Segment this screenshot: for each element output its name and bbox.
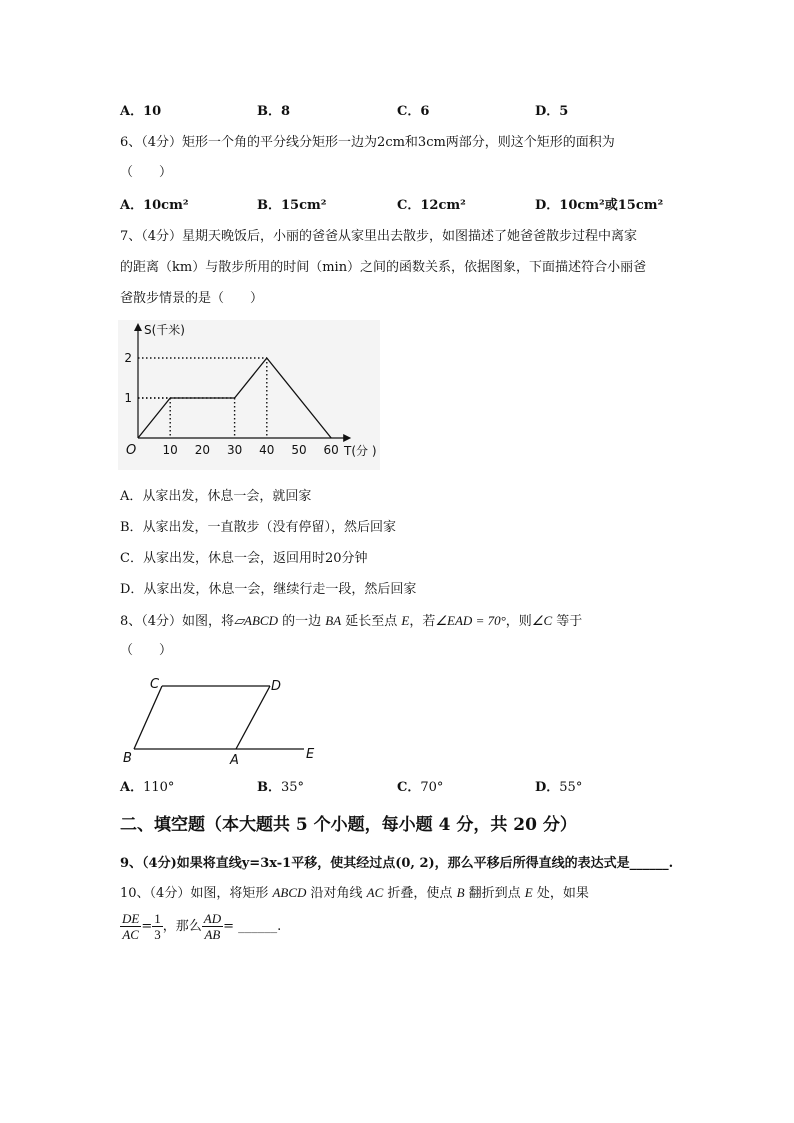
- q5-option-b: B．8: [257, 104, 291, 119]
- q8-option-c: C．70°: [397, 780, 444, 795]
- chart-ylabel: S(千米): [144, 323, 185, 337]
- q10-eq: =: [141, 919, 153, 934]
- x-tick-label: 10: [162, 443, 178, 457]
- fraction-de-ac-num: DE: [122, 911, 140, 926]
- q10-abcd: ABCD: [272, 885, 307, 900]
- q8-blank: （ ）: [120, 643, 173, 658]
- q7-line-1: 7、（4分）星期天晚饭后，小丽的爸爸从家里出去散步，如图描述了她爸爸散步过程中离家: [120, 229, 638, 244]
- q5-option-d: D．5: [535, 104, 569, 119]
- fraction-one-third-den: 3: [154, 927, 161, 942]
- q7-line-2: 的距离（km）与散步所用的时间（min）之间的函数关系，依据图象，下面描述符合小丽爸: [120, 260, 647, 275]
- q8-option-b-value: 35°: [281, 780, 305, 795]
- x-tick-label: 20: [194, 443, 211, 457]
- y-tick-label: 2: [124, 351, 132, 365]
- q10-b: B: [456, 885, 465, 900]
- q8-mid3: ，若: [409, 614, 436, 629]
- q6-option-c: C．12cm²: [397, 198, 466, 213]
- x-tick-label: 50: [291, 443, 307, 457]
- fraction-ad-ab-den: AB: [204, 927, 221, 942]
- vertex-e-label: E: [306, 747, 315, 762]
- q10-line-2: [120, 910, 281, 944]
- q6-stem: 6、（4分）矩形一个角的平分线分矩形一边为2cm和3cm两部分，则这个矩形的面积为: [120, 135, 615, 150]
- q7-option-a: A．从家出发，休息一会，就回家: [120, 489, 312, 504]
- q10-tail: = ______.: [223, 919, 282, 934]
- fraction-one-third-num: 1: [154, 911, 161, 926]
- q8-mid4: ，则: [505, 614, 532, 629]
- fraction-de-ac-den: AC: [122, 927, 139, 942]
- q7-option-c: C．从家出发，休息一会，返回用时20分钟: [120, 551, 368, 566]
- y-tick-label: 1: [124, 391, 132, 405]
- fraction-ad-ab: [202, 911, 223, 942]
- q8-point: E: [401, 613, 410, 628]
- q7-line-3: 爸散步情景的是（ ）: [120, 291, 264, 306]
- q8-angle-c: ∠C: [531, 613, 553, 628]
- q10-part-c: 折叠，使点: [383, 886, 457, 901]
- q8-suffix: 等于: [552, 614, 583, 629]
- x-tick-label: 30: [226, 443, 243, 457]
- q9-text: 9、（4分)如果将直线y=3x-1平移，使其经过点(0, 2)，那么平移后所得直线的表达式是______.: [120, 856, 674, 871]
- q10-part-a: 10、（4分）如图，将矩形: [120, 886, 273, 901]
- q10-part-d: 翻折到点: [464, 886, 525, 901]
- q5-option-c: C．6: [397, 104, 430, 119]
- fraction-de-ac: [120, 911, 141, 942]
- q8-mid2: 延长至点: [341, 614, 402, 629]
- q8-option-c-value: 70°: [420, 780, 444, 795]
- chart-origin: O: [126, 443, 137, 458]
- vertex-a-label: A: [230, 753, 239, 768]
- q10-e: E: [524, 885, 533, 900]
- q8-prefix: 8、（4分）如图，将: [120, 614, 235, 629]
- q8-option-a: A．110°: [120, 780, 175, 795]
- q6-option-a: A．10cm²: [120, 198, 189, 213]
- fraction-ad-ab-num: AD: [203, 911, 222, 926]
- q10-line-1: [120, 884, 589, 903]
- q8-option-d-value: 55°: [559, 780, 583, 795]
- q7-option-b: B．从家出发，一直散步（没有停留），然后回家: [120, 520, 397, 535]
- q8-stem: [120, 612, 582, 631]
- edge-da: [236, 686, 270, 749]
- q8-parallelogram-figure: [118, 672, 328, 768]
- vertex-c-label: C: [150, 677, 160, 692]
- q7-option-d: D．从家出发，休息一会，继续行走一段，然后回家: [120, 582, 417, 597]
- vertex-b-label: B: [123, 751, 132, 766]
- q5-option-a: A．10: [120, 104, 162, 119]
- q10-part-e: 处，如果: [532, 886, 589, 901]
- q7-distance-time-graph: [118, 320, 388, 470]
- q10-ac: AC: [366, 885, 384, 900]
- q8-mid1: 的一边: [278, 614, 326, 629]
- fraction-one-third: [152, 911, 163, 942]
- chart-xlabel: T(分 ): [344, 444, 377, 458]
- edge-bc: [134, 686, 162, 749]
- q6-option-b: B．15cm²: [257, 198, 327, 213]
- x-tick-label: 60: [323, 443, 339, 457]
- q8-angle: ∠EAD = 70°: [435, 613, 506, 628]
- vertex-d-label: D: [271, 679, 282, 694]
- q8-option-d: D．55°: [535, 780, 583, 795]
- q6-option-d: D．10cm²或15cm²: [535, 198, 664, 213]
- q6-blank: （ ）: [120, 165, 173, 180]
- q8-seg: BA: [325, 613, 342, 628]
- section-2-title: 二、填空题（本大题共 5 个小题，每小题 4 分，共 20 分）: [120, 815, 577, 835]
- q10-mid: ，那么: [162, 919, 202, 934]
- x-tick-label: 40: [259, 443, 275, 457]
- q8-option-a-value: 110°: [143, 780, 175, 795]
- q8-parallelogram: ▱ABCD: [234, 613, 278, 628]
- q10-part-b: 沿对角线: [306, 886, 367, 901]
- q8-option-b: B．35°: [257, 780, 305, 795]
